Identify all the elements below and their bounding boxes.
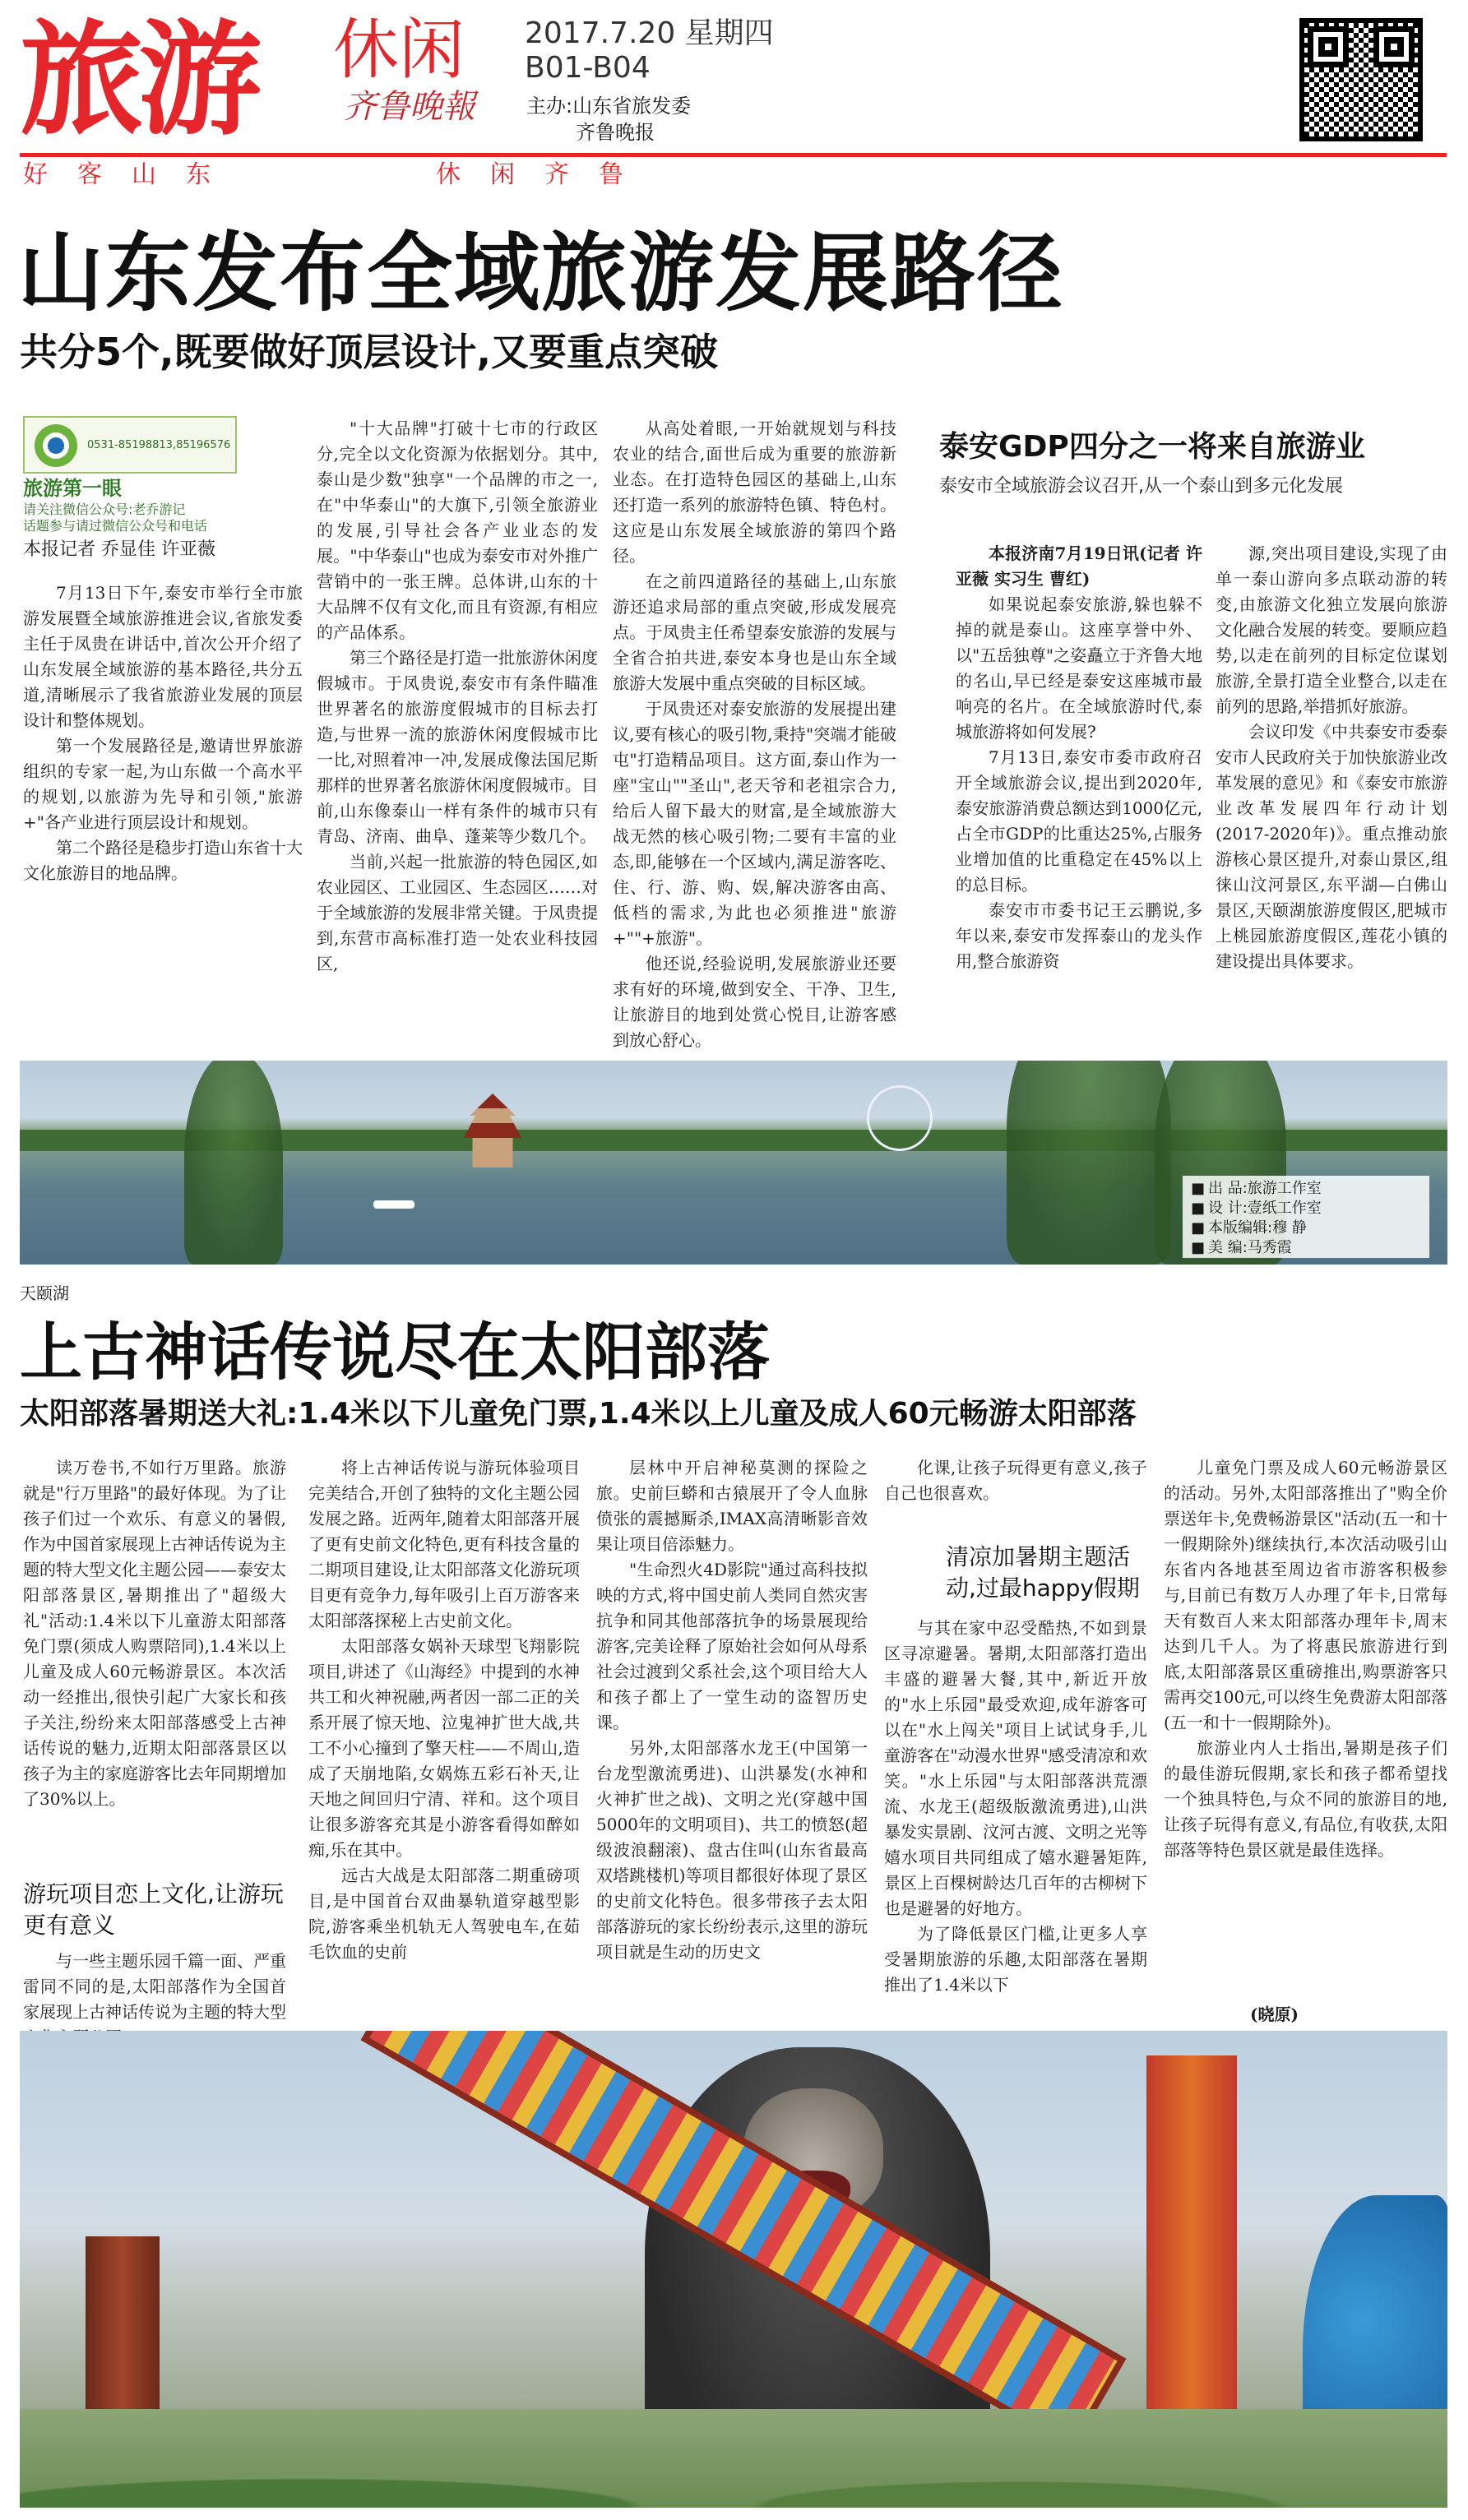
paragraph: 他还说,经验说明,发展旅游业还要求有好的环境,做到安全、干净、卫生,让旅游目的地到处赏心悦目,让游客感到放心舒心。 (613, 954, 896, 1050)
article1-col1 (23, 580, 303, 886)
column-sub-2: 话题参与请过微信公众号和电话 (23, 518, 208, 534)
qr-code-icon[interactable] (1299, 18, 1423, 141)
paragraph: 化课,让孩子玩得更有意义,孩子自己也很喜欢。 (884, 1458, 1147, 1503)
side-dateline: 本报济南7月19日讯(记者 许亚薇 实习生 曹红) (956, 543, 1202, 589)
paragraph: 层林中开启神秘莫测的探险之旅。史前巨蟒和古猿展开了令人血脉偾张的震撼厮杀,IMAX高清晰影音效果让项目倍添魅力。 (596, 1458, 868, 1554)
paragraph: 在之前四道路径的基础上,山东旅游还追求局部的重点突破,形成发展亮点。于凤贵主任希望泰安旅游的发展与全省合拍共进,泰安本身也是山东全域旅游大发展中重点突破的目标区域。 (613, 571, 896, 693)
paragraph: 与其在家中忍受酷热,不如到景区寻凉避暑。暑期,太阳部落打造出丰盛的避暑大餐,其中,新近开放的"水上乐园"最受欢迎,成年游客可以在"水上闯关"项目上试试身手,儿童游客在"动漫水世界"感受清凉和欢笑。"水上乐园"与太阳部落洪荒漂流、水龙王(超级版激流勇进),山洪暴发实景剧、汶河古渡、文明之光等嬉水项目共同组成了嬉水避暑矩阵,景区上百棵树龄达几百年的古柳树下也是避暑的好地方。 (884, 1618, 1147, 1918)
paragraph: 如果说起泰安旅游,躲也躲不掉的就是泰山。这座享誉中外、以"五岳独尊"之姿矗立于齐鲁大地的名山,早已经是泰安这座城市最响亮的名片。在全域旅游时代,泰城旅游将如何发展? (956, 594, 1202, 742)
column-hotline: 0531-85198813,85196576 (87, 439, 231, 451)
article2-signoff: (晓原) (1250, 2004, 1299, 2024)
paragraph: 当前,兴起一批旅游的特色园区,如农业园区、工业园区、生态园区……对于全域旅游的发展非常关键。于凤贵提到,东营市高标准打造一处农业科技园区, (317, 852, 598, 973)
masthead (0, 0, 1468, 206)
paragraph: 儿童免门票及成人60元畅游景区的活动。另外,太阳部落推出了"购全价票送年卡,免费畅游景区"活动(五一和十一假期除外)继续执行,本次活动吸引山东省内各地甚至周边省市游客积极参与,目前已有数万人办理了年卡,日常每天有数百人来太阳部落办理年卡,周末达到几千人。为了将惠民旅游进行到底,太阳部落景区重磅推出,购票游客只需再交100元,可以终生免费游太阳部落(五一和十一假期除外)。 (1164, 1458, 1447, 1732)
trees-foreground (20, 2409, 1447, 2508)
column-logo (23, 416, 237, 474)
paragraph: 另外,太阳部落水龙王(中国第一台龙型激流勇进)、山洪暴发(水神和火神扩世之战)、文明之光(穿越中国5000年的文明项目)、共工的愤怒(超级波浪翻滚)、盘古住叫(山东省最高双塔跳楼机)等项目都很好体现了景区的史前文化特色。很多带孩子去太阳部落游玩的家长纷纷表示,这里的游玩项目就是生动的历史文 (596, 1738, 868, 1962)
masthead-pages: B01-B04 (525, 51, 651, 85)
paragraph: 7月13日,泰安市委市政府召开全域旅游会议,提出到2020年,泰安旅游消费总额达到1000亿元,占全市GDP的比重达25%,占服务业增加值的比重稳定在45%以上的总目标。 (956, 747, 1202, 895)
paragraph: "生命烈火4D影院"通过高科技拟映的方式,将中国史前人类同自然灾害抗争和同其他部落抗争的场景展现给游客,完美诠释了原始社会如何从母系社会过渡到父系社会,这个项目给大人和孩子都上了一堂生动的盗智历史课。 (596, 1560, 868, 1732)
credit-line: ■ 美 编:马秀霞 (1191, 1238, 1421, 1258)
article2-subsection-1: 游玩项目恋上文化,让游玩更有意义 (23, 1880, 284, 1939)
masthead-divider (20, 153, 1447, 157)
article2-col5 (1164, 1455, 1447, 1863)
article2-col3 (596, 1455, 868, 1965)
paragraph: 第一个发展路径是,邀请世界旅游组织的专家一起,为山东做一个高水平的规划,以旅游为先导和引领,"旅游+"各产业进行顶层设计和规划。 (23, 736, 303, 832)
article1-byline: 本报记者 乔显佳 许亚薇 (23, 539, 215, 560)
paragraph: 与一些主题乐园千篇一面、严重雷同不同的是,太阳部落作为全国首家展现上古神话传说为主题的特大型 (23, 1951, 286, 2022)
article1-col3 (613, 416, 896, 1053)
boat-icon (373, 1200, 414, 1209)
column-name: 旅游第一眼 (23, 477, 122, 500)
paragraph: 于凤贵还对泰安旅游的发展提出建议,要有核心的吸引物,秉持"突端才能破屯"打造精品项目。这方面,泰山作为一座"宝山""圣山",老天爷和老祖宗合力,给后人留下最大的财富,是全域旅游大战无然的核心吸引物;二要有丰富的业态,即,能够在一个区域内,满足游客吃、住、行、游、购、娱,解决游客由高、低档的需求,为此也必须推进"旅游+""+旅游"。 (613, 699, 896, 948)
slogan-left: 好客山东 (23, 160, 240, 189)
article2-col4 (884, 1455, 1147, 1506)
masthead-title-sub: 休闲 (333, 12, 465, 88)
article1-subhead: 共分5个,既要做好顶层设计,又要重点突破 (20, 330, 718, 374)
paragraph: 7月13日下午,泰安市举行全市旅游发展暨全域旅游推进会议,省旅发委主任于凤贵在讲话中,首次公开介绍了山东发展全域旅游的基本路径,共分五道,清晰展示了我省旅游业发展的顶层设计和整体规划。 (23, 583, 303, 730)
paragraph: 第三个路径是打造一批旅游休闲度假城市。于凤贵说,泰安市有条件瞄准世界著名的旅游度假城市的目标去打造,与世界一流的旅游休闲度假城市比一比,对照着冲一冲,发展成像法国尼斯那样的世界著名旅游休闲度假城市。目前,山东像泰山一样有条件的城市只有青岛、济南、曲阜、蓬莱等少数几个。 (317, 648, 598, 846)
tree-icon (1007, 1061, 1171, 1265)
side-col-a (956, 541, 1202, 974)
side-headline: 泰安GDP四分之一将来自旅游业 (939, 430, 1365, 464)
eye-logo-icon (31, 424, 81, 467)
paragraph: 第二个路径是稳步打造山东省十大文化旅游目的地品牌。 (23, 838, 303, 883)
masthead-paper-name: 齐鲁晚報 (344, 88, 475, 126)
paragraph: 源,突出项目建设,实现了由单一泰山游向多点联动游的转变,由旅游文化独立发展向旅游文化融合发展的转变。要顺应趋势,以走在前列的目标定位谋划旅游,全景打造全业整合,以走在前列的思路,举措抓好旅游。 (1216, 543, 1447, 716)
side-col-b (1216, 541, 1447, 974)
side-subhead: 泰安市全域旅游会议召开,从一个泰山到多元化发展 (939, 476, 1343, 497)
article2-col4b (884, 1616, 1147, 1998)
paragraph: 为了降低景区门槛,让更多人享受暑期旅游的乐趣,太阳部落在暑期推出了1.4米以下 (884, 1924, 1147, 1995)
paragraph: 太阳部落女娲补天球型飞翔影院项目,讲述了《山海经》中提到的水神共工和火神祝融,两者因一部二正的关系开展了惊天地、泣鬼神扩世大战,共工不小心撞到了擎天柱——不周山,造成了天崩地陷,女娲炼五彩石补天,让天地之间回归宁清、祥和。这个项目让很多游客充其是小游客看得如醉如痴,乐在其中。 (308, 1636, 580, 1860)
article2-col1 (23, 1455, 286, 1812)
article1-col2 (317, 416, 598, 977)
credit-line: ■ 出 品:旅游工作室 (1191, 1179, 1421, 1199)
photo-caption: 天颐湖 (20, 1283, 69, 1303)
article2-subhead: 太阳部落暑期送大礼:1.4米以下儿童免门票,1.4米以上儿童及成人60元畅游太阳部落 (20, 1397, 1137, 1431)
paragraph: "十大品牌"打破十七市的行政区分,完全以文化资源为依据划分。其中,泰山是少数"独享"一个品牌的市之一,在"中华泰山"的大旗下,引领全旅游业的发展,引导社会各产业业态的发展。"中华泰山"也成为泰安市对外推广营销中的一张王牌。总体讲,山东的十大品牌不仅有文化,而且有资源,有相应的产品体系。 (317, 418, 598, 642)
paragraph: 将上古神话传说与游玩体验项目完美结合,开创了独特的文化主题公园发展之路。近两年,随着太阳部落开展了更有史前文化特色,更有科技含量的二期项目建设,让太阳部落文化游玩项目更有竞争力,每年吸引上百万游客来太阳部落探秘上古史前文化。 (308, 1458, 580, 1630)
theme-park-photo (20, 2031, 1447, 2508)
article2-headline: 上古神话传说尽在太阳部落 (20, 1315, 770, 1389)
masthead-sponsor: 主办:山东省旅发委 (526, 95, 692, 118)
credit-line: ■ 本版编辑:穆 静 (1191, 1218, 1421, 1238)
masthead-sponsor-2: 齐鲁晚报 (576, 121, 655, 144)
paragraph: 旅游业内人士指出,暑期是孩子们的最佳游玩假期,家长和孩子都希望找一个独具特色,与众不同的旅游目的地,让孩子玩得有意义,有品位,有收获,太阳部落等特色景区就是最佳选择。 (1164, 1738, 1447, 1860)
paragraph: 从高处着眼,一开始就规划与科技农业的结合,面世后成为重要的旅游新业态。在打造特色园区的基础上,山东还打造一系列的旅游特色镇、特色村。这应是山东发展全域旅游的第四个路径。 (613, 418, 896, 566)
credits-box (1183, 1176, 1429, 1258)
masthead-date: 2017.7.20 星期四 (525, 16, 774, 50)
paragraph: 读万卷书,不如行万里路。旅游就是"行万里路"的最好体现。为了让孩子们过一个欢乐、有意义的暑假,作为中国首家展现上古神话传说为主题的特大型文化主题公园——泰安太阳部落景区,暑期推出了"超级大礼"活动:1.4米以下儿童游太阳部落免门票(须成人购票陪同),1.4米以上儿童及成人60元畅游景区。本次活动一经推出,很快引起广大家长和孩子关注,纷纷来太阳部落感受上古神话传说的魅力,近期太阳部落景区以孩子为主的家庭游客比去年同期增加了30%以上。 (23, 1458, 286, 1809)
credit-line: ■ 设 计:壹纸工作室 (1191, 1199, 1421, 1218)
paragraph: 会议印发《中共泰安市委泰安市人民政府关于加快旅游业改革发展的意见》和《泰安市旅游业改革发展四年行动计划(2017-2020年)》。重点推动旅游核心景区提升,对泰山景区,组徕山汶河景区,东平湖—白佛山景区,天颐湖旅游度假区,肥城市上桃园旅游度假区,莲花小镇的建设提出具体要求。 (1216, 722, 1447, 971)
article2-subsection-2: 清凉加暑期主题活动,过最happy假期 (946, 1543, 1140, 1602)
masthead-title-main: 旅游 (20, 9, 257, 152)
article2-col2 (308, 1455, 580, 1965)
paragraph: 远古大战是太阳部落二期重磅项目,是中国首台双曲暴轨道穿越型影院,游客乘坐机轨无人驾驶电车,在茹毛饮血的史前 (308, 1866, 580, 1962)
article1-headline: 山东发布全域旅游发展路径 (18, 223, 1065, 323)
column-sub-1: 请关注微信公众号:老乔游记 (23, 502, 186, 517)
slogan-right: 休闲齐鲁 (436, 160, 653, 189)
ferris-wheel-icon (867, 1085, 933, 1151)
paragraph: 泰安市市委书记王云鹏说,多年以来,泰安市发挥泰山的龙头作用,整合旅游资 (956, 900, 1202, 971)
pagoda-icon (464, 1094, 521, 1168)
tree-icon (184, 1061, 283, 1265)
